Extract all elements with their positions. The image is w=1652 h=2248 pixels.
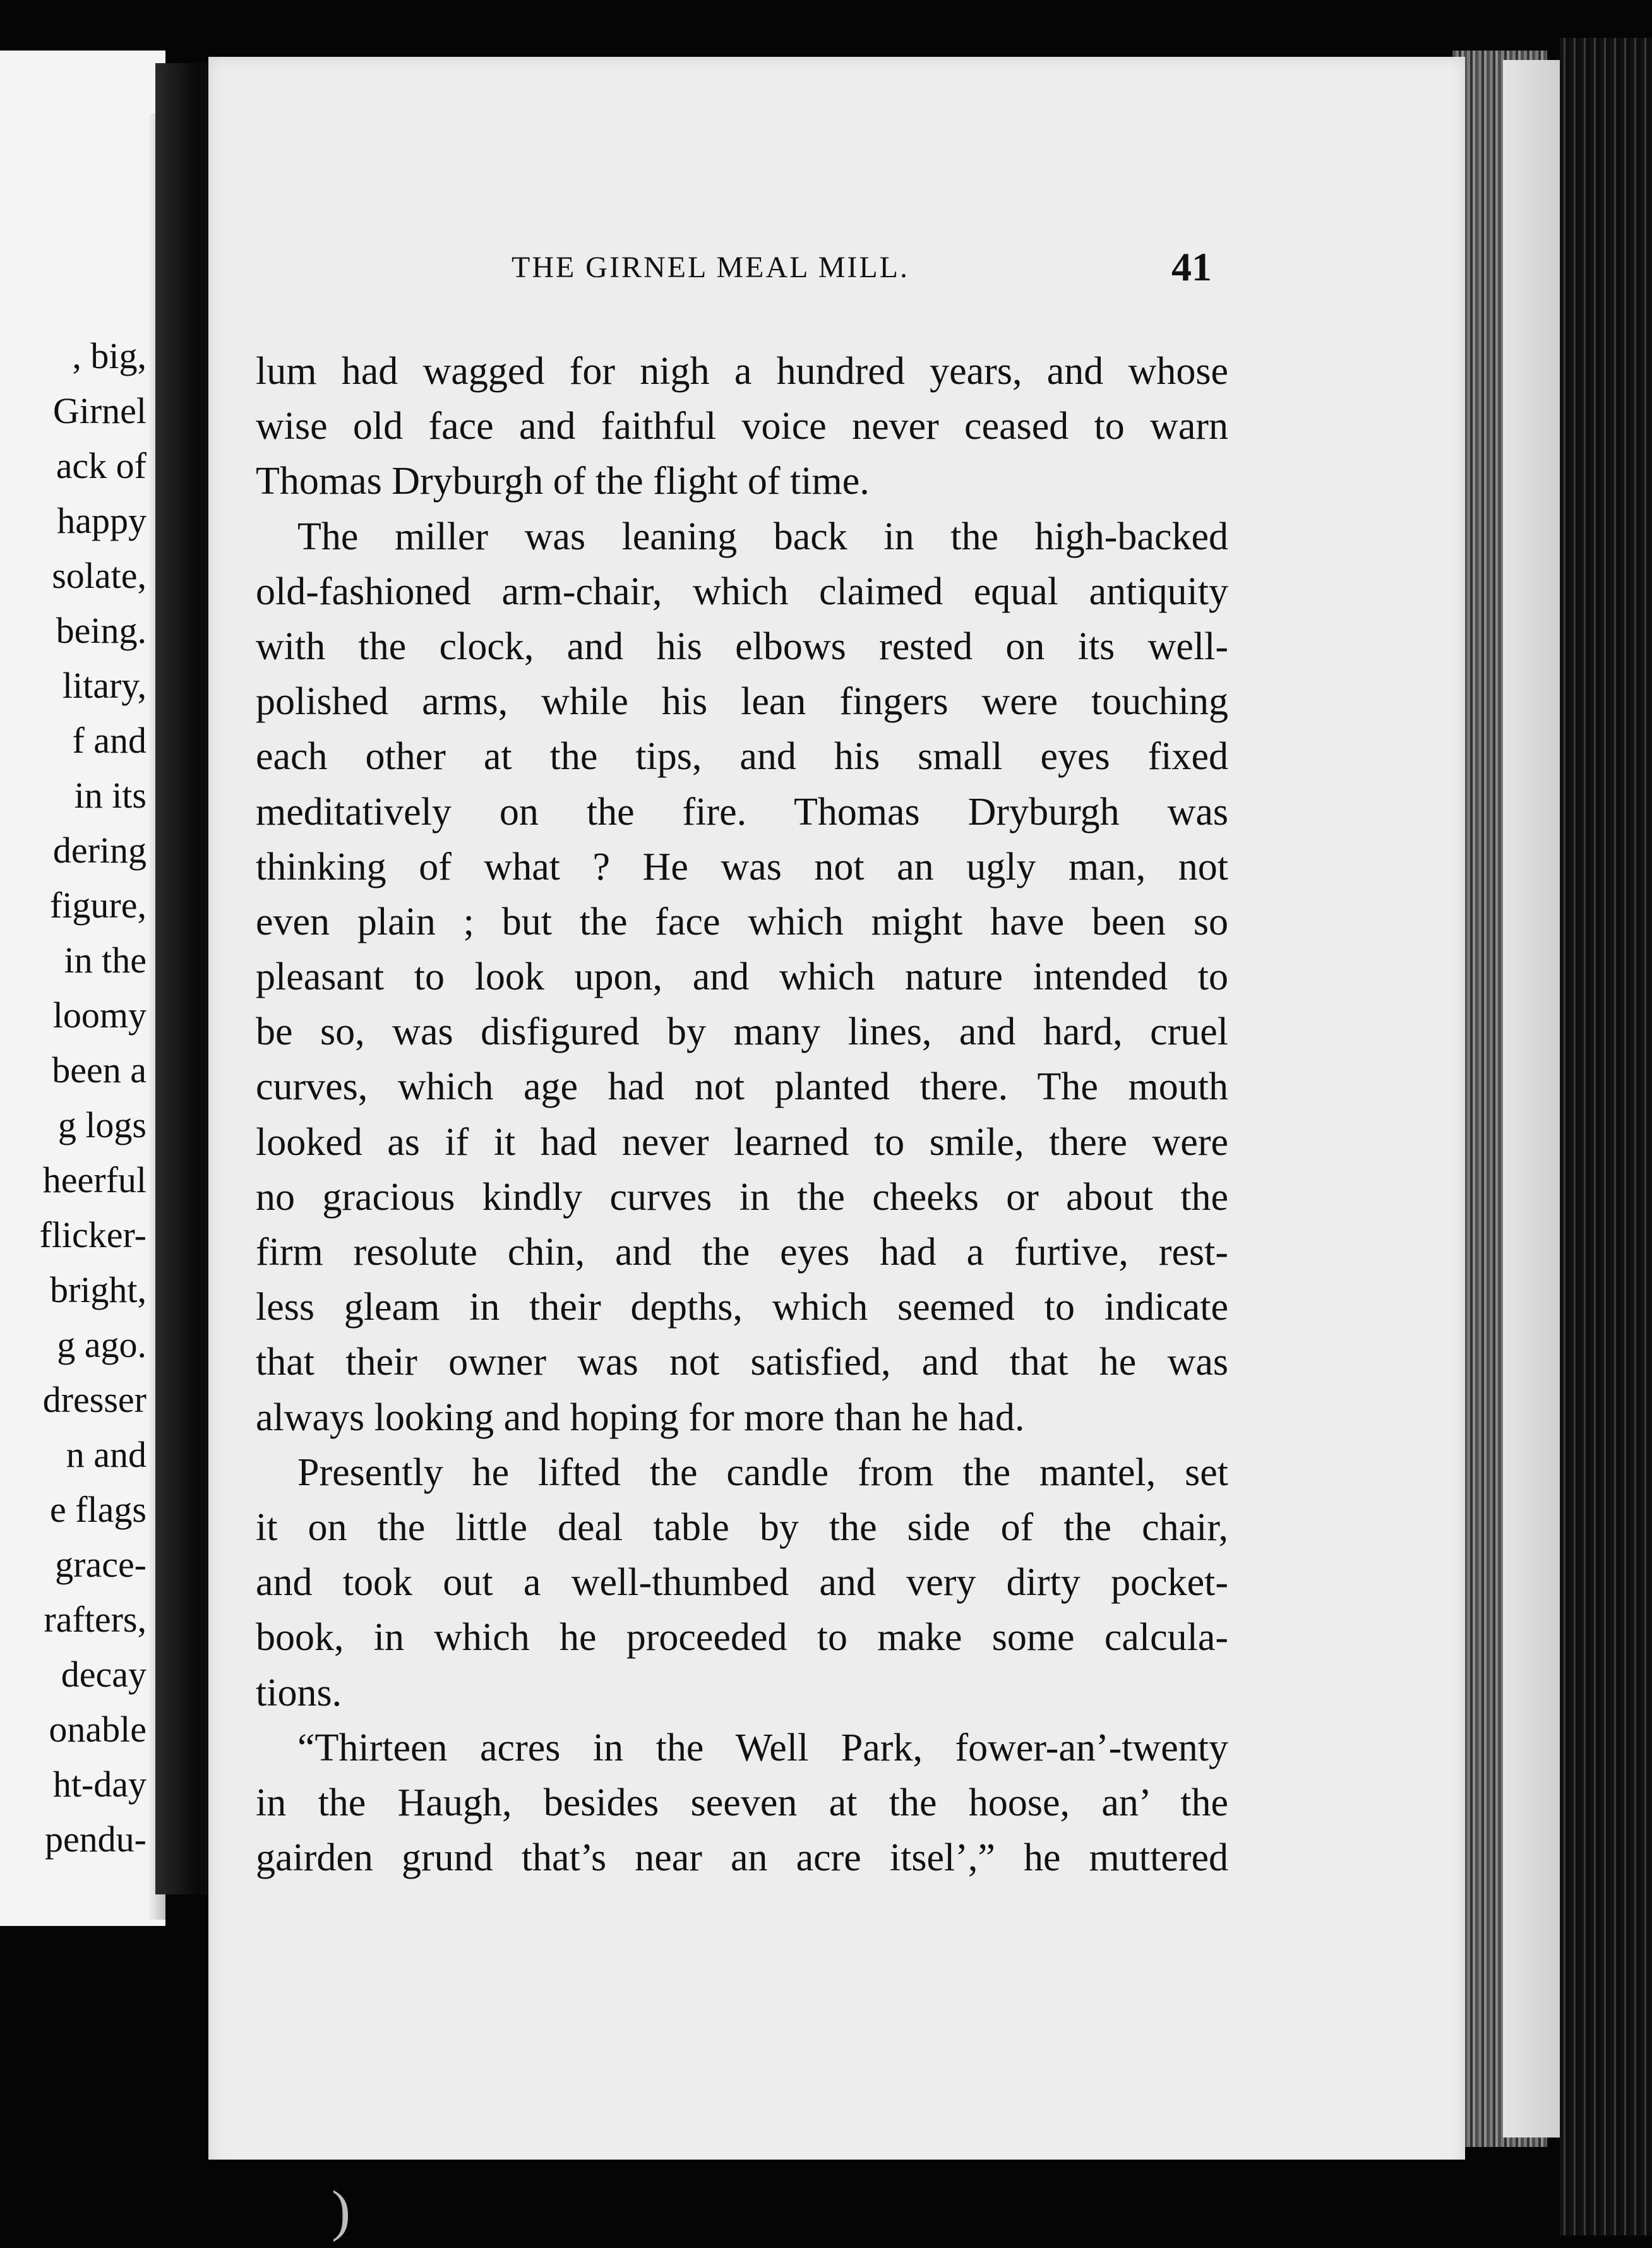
text-line: meditatively on the fire. Thomas Dryburgh was	[256, 790, 1228, 834]
text-line: each other at the tips, and his small eyes fixed	[256, 735, 1228, 779]
left-line: g ago.	[57, 1324, 147, 1365]
text-line: that their owner was not satisfied, and that he was	[256, 1341, 1228, 1384]
left-line: litary,	[62, 665, 147, 706]
left-line: bright,	[49, 1269, 147, 1310]
left-page-text	[0, 328, 147, 1867]
book-binding	[1560, 38, 1652, 2235]
text-line: tions.	[256, 1671, 342, 1714]
left-line: f and	[72, 720, 147, 761]
text-line: “Thirteen acres in the Well Park, fower-an’-twenty	[297, 1726, 1228, 1769]
left-line: loomy	[52, 995, 147, 1036]
left-line: onable	[49, 1709, 147, 1750]
left-line: flicker-	[39, 1214, 147, 1255]
left-line: grace-	[55, 1544, 147, 1585]
left-line: n and	[66, 1434, 147, 1475]
text-line: Thomas Dryburgh of the flight of time.	[256, 460, 870, 503]
left-line: , big,	[72, 335, 147, 376]
page-edge-highlight	[1503, 60, 1560, 2137]
bottom-shadow	[189, 2160, 1516, 2248]
left-line: in its	[74, 775, 147, 816]
left-line: been a	[52, 1049, 147, 1091]
text-line: be so, was disfigured by many lines, and hard, cruel	[256, 1010, 1228, 1054]
left-line: Girnel	[52, 390, 147, 431]
left-facing-page	[0, 51, 165, 1926]
left-line: rafters,	[44, 1599, 147, 1640]
left-line: decay	[61, 1654, 147, 1695]
left-line: pendu-	[44, 1819, 147, 1860]
left-line: ht-day	[52, 1764, 147, 1805]
running-head: THE GIRNEL MEAL MILL.	[512, 251, 909, 284]
text-line: book, in which he proceeded to make some calcula-	[256, 1616, 1228, 1659]
scan-mark: )	[332, 2180, 350, 2242]
left-line: g logs	[57, 1104, 147, 1145]
text-line: firm resolute chin, and the eyes had a furtive, rest-	[256, 1231, 1228, 1274]
text-line: Presently he lifted the candle from the mantel, set	[297, 1450, 1228, 1494]
text-line: with the clock, and his elbows rested on its well-	[256, 625, 1228, 668]
text-line: less gleam in their depths, which seemed to indicate	[256, 1286, 1228, 1329]
text-line: it on the little deal table by the side of the chair,	[256, 1505, 1228, 1549]
text-line: always looking and hoping for more than he had.	[256, 1396, 1025, 1439]
text-line: gairden grund that’s near an acre itsel’,” he muttered	[256, 1836, 1228, 1880]
text-line: looked as if it had never learned to smile, there were	[256, 1120, 1228, 1164]
text-line: curves, which age had not planted there. The mouth	[256, 1065, 1228, 1109]
text-line: in the Haugh, besides seeven at the hoose, an’ the	[256, 1781, 1228, 1824]
left-line: figure,	[50, 885, 147, 926]
body-text	[256, 344, 1228, 1886]
left-line: solate,	[52, 555, 147, 596]
text-line: even plain ; but the face which might have been so	[256, 900, 1228, 943]
left-line: dresser	[42, 1379, 147, 1420]
left-line: happy	[57, 500, 147, 541]
text-line: lum had wagged for nigh a hundred years, and whose	[256, 350, 1228, 393]
left-line: e flags	[50, 1489, 147, 1530]
text-line: and took out a well-thumbed and very dirty pocket-	[256, 1561, 1228, 1605]
left-line: ack of	[56, 445, 147, 486]
text-line: thinking of what ? He was not an ugly man, not	[256, 845, 1228, 888]
page-number: 41	[1171, 244, 1212, 289]
text-line: old-fashioned arm-chair, which claimed equal antiquity	[256, 570, 1228, 613]
text-line: pleasant to look upon, and which nature intended to	[256, 955, 1228, 999]
text-line: polished arms, while his lean fingers were touching	[256, 680, 1228, 724]
left-line: heerful	[42, 1159, 147, 1200]
text-line: no gracious kindly curves in the cheeks or about the	[256, 1175, 1228, 1219]
left-line: dering	[52, 830, 147, 871]
left-line: being.	[56, 610, 147, 651]
text-line: wise old face and faithful voice never ceased to warn	[256, 405, 1228, 448]
left-line: in the	[64, 940, 147, 981]
text-line: The miller was leaning back in the high-backed	[297, 515, 1228, 558]
